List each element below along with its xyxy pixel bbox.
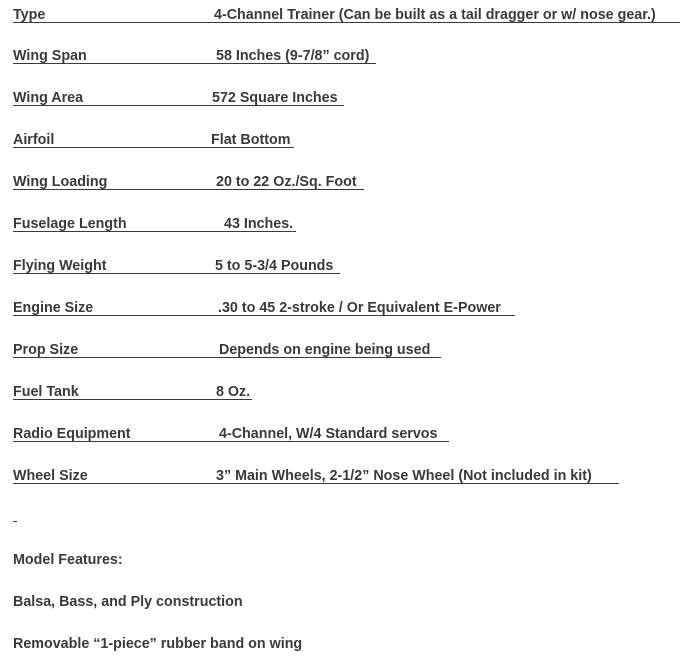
feature-item: Removable “1-piece” rubber band on wing [13,636,303,652]
spec-value: 572 Square Inches [212,90,338,106]
spec-label: Fuel Tank [13,384,79,400]
spec-value: 58 Inches (9-7/8” cord) [216,48,370,64]
spec-value: 20 to 22 Oz./Sq. Foot [216,174,357,190]
spec-value: 4-Channel Trainer (Can be built as a tail dragger or w/ nose gear.) [214,7,656,23]
spec-row-wing-area [13,88,689,108]
spec-row-radio-equipment [13,424,689,444]
spec-label: Wing Span [13,48,87,64]
spec-label: Prop Size [13,342,79,358]
spec-label: Flying Weight [13,258,107,274]
spec-label: Engine Size [13,300,94,316]
spec-label: Fuselage Length [13,216,127,232]
spec-row-flying-weight [13,256,689,276]
spec-row-airfoil [13,130,689,150]
spec-row-wheel-size [13,466,689,486]
spec-value: .30 to 45 2-stroke / Or Equivalent E-Power [218,300,501,316]
spec-row-fuel-tank [13,382,689,402]
spec-row-wing-loading [13,172,689,192]
spec-row-wing-span [13,46,689,66]
spec-value: 8 Oz. [216,384,251,400]
features-heading: Model Features: [13,552,123,568]
spec-label: Airfoil [13,132,55,148]
spec-value: 5 to 5-3/4 Pounds [215,258,334,274]
spec-label: Wing Loading [13,174,108,190]
spec-value: Depends on engine being used [219,342,431,358]
stray-underline-mark [13,521,17,522]
spec-row-engine-size [13,298,689,318]
spec-value: 43 Inches. [224,216,294,232]
spec-value: Flat Bottom [211,132,291,148]
spec-label: Type [13,7,46,23]
spec-label: Radio Equipment [13,426,131,442]
spec-label: Wheel Size [13,468,88,484]
feature-item: Balsa, Bass, and Ply construction [13,594,243,610]
spec-value: 3” Main Wheels, 2-1/2” Nose Wheel (Not included in kit) [216,468,592,484]
spec-label: Wing Area [13,90,84,106]
spec-row-fuselage-length [13,214,689,234]
spec-row-prop-size [13,340,689,360]
spec-value: 4-Channel, W/4 Standard servos [219,426,438,442]
spec-row-type [13,5,689,25]
